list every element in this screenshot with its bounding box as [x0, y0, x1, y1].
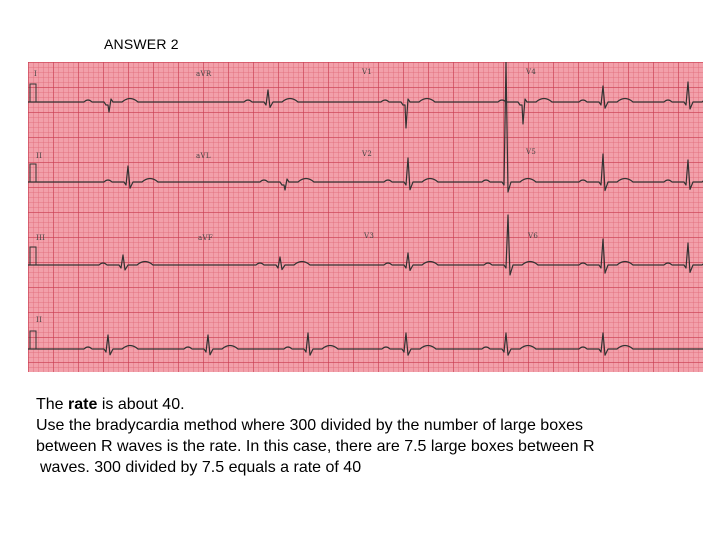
calibration-pulse — [28, 247, 38, 265]
lead-label-V5: V5 — [526, 148, 537, 156]
calibration-pulse — [28, 84, 38, 102]
answer-line-2: Use the bradycardia method where 300 divided by the number of large boxes — [36, 417, 583, 434]
row-2-trace — [28, 62, 703, 192]
answer-line-4: waves. 300 divided by 7.5 equals a rate of 40 — [40, 459, 362, 476]
lead-label-II: II — [36, 152, 43, 160]
answer-line-3: between R waves is the rate. In this case, there are 7.5 large boxes between R — [36, 438, 595, 455]
lead-label-V4: V4 — [526, 68, 537, 76]
lead-label-III: III — [36, 234, 46, 242]
row-3-trace — [28, 215, 703, 275]
row-4-trace — [28, 333, 703, 355]
row-1-trace — [28, 82, 703, 128]
ecg-traces — [28, 62, 703, 372]
lead-label-aVL: aVL — [196, 152, 211, 160]
lead-label-V3: V3 — [364, 232, 375, 240]
lead-label-I: I — [34, 70, 38, 78]
ecg-strip — [28, 62, 703, 372]
lead-label-V2: V2 — [362, 150, 373, 158]
calibration-pulse — [28, 331, 38, 349]
calibration-pulse — [28, 164, 38, 182]
lead-label-rhythm: II — [36, 316, 43, 324]
answer-explanation — [36, 394, 696, 478]
rate-keyword: rate — [68, 396, 98, 413]
lead-label-aVR: aVR — [196, 70, 212, 78]
lead-label-V1: V1 — [362, 68, 373, 76]
answer-line-1: The rate is about 40. — [36, 396, 185, 413]
lead-label-V6: V6 — [528, 232, 539, 240]
slide-title: ANSWER 2 — [104, 36, 179, 52]
lead-label-aVF: aVF — [198, 234, 213, 242]
